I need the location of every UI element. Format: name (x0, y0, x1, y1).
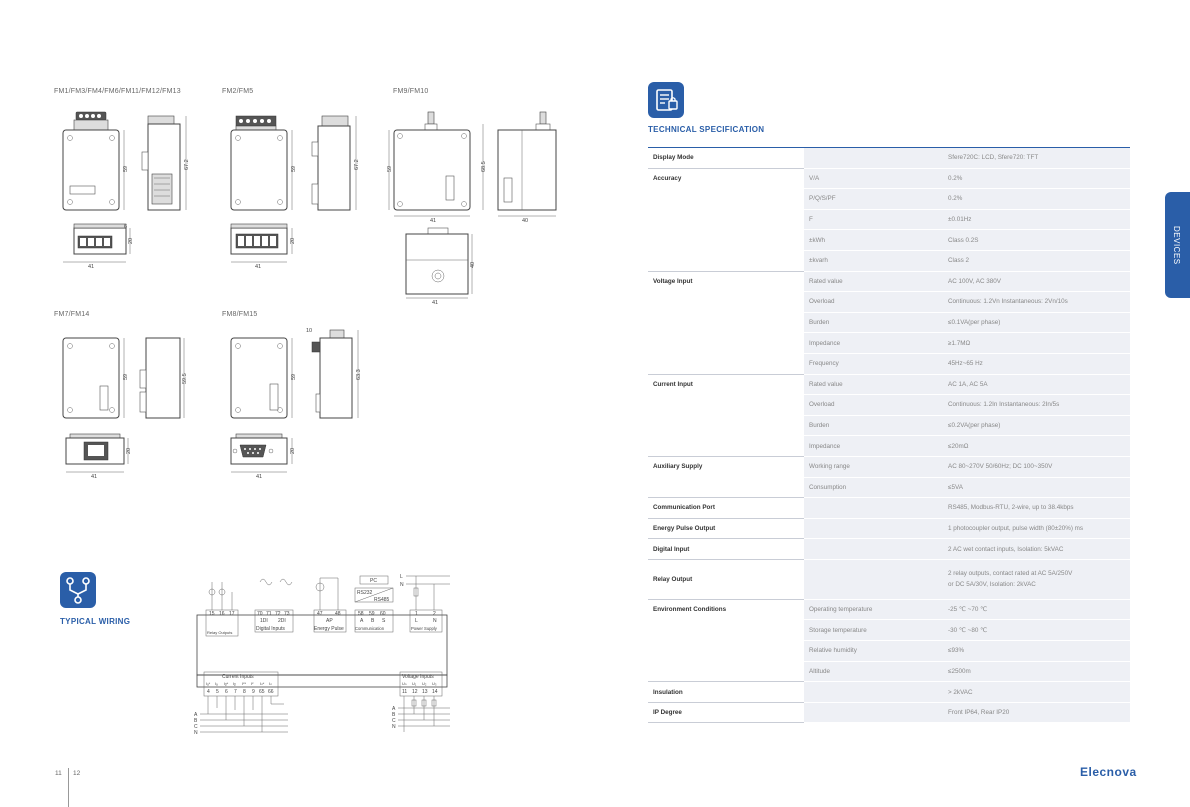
spec-category (648, 312, 804, 333)
side-tab-label: DEVICES (1172, 226, 1181, 265)
spec-document-icon (648, 82, 684, 118)
spec-value: ±0.01Hz (942, 209, 1130, 230)
dim-67-2: 67.2 (184, 159, 190, 170)
spec-row (648, 209, 1130, 230)
ci-term-66: 66 (268, 689, 274, 695)
page-number-left: 11 (55, 770, 62, 777)
spec-category: Accuracy (653, 175, 682, 183)
vi-u2: U₂ (422, 681, 427, 686)
vi-term-11: 11 (402, 689, 408, 695)
spec-value: 1 photocoupler output, pulse width (80±20%) ms (942, 518, 1130, 539)
ci-ic-star: Iᶜ* (242, 681, 247, 686)
spec-value: Continuous: 1.2Vn Instantaneous: 2Vn/10s (942, 292, 1130, 313)
spec-row (648, 312, 1130, 333)
dim-59: 59 (291, 373, 297, 380)
spec-parameter (804, 518, 942, 539)
ci-term-5: 5 (216, 689, 219, 695)
spec-value (942, 559, 1130, 599)
vi-term-12: 12 (412, 689, 418, 695)
spec-parameter (804, 539, 942, 560)
dim-41: 41 (255, 264, 262, 270)
dim-63-3: 63.3 (356, 369, 362, 380)
phase-a-right: A (392, 706, 396, 712)
fm2-side-view (310, 112, 370, 218)
fm9-bottom-view (400, 228, 476, 304)
spec-value: 0.2% (942, 168, 1130, 189)
phase-n-left: N (194, 730, 198, 736)
spec-parameter (804, 702, 942, 723)
dim-59-5: 59.5 (182, 373, 188, 384)
current-inputs-label: Current Inputs (222, 674, 254, 680)
spec-category (648, 436, 804, 457)
dim-59: 59 (123, 373, 129, 380)
ep-ap: AP (326, 618, 333, 624)
spec-category: IP Degree (648, 702, 804, 723)
comm-rs232: RS232 (357, 590, 373, 596)
dim-68-5: 68.5 (481, 161, 487, 172)
comm-term-60: 60 (380, 611, 386, 617)
spec-title: TECHNICAL SPECIFICATION (648, 125, 765, 134)
spec-value: ≤0.2VA(per phase) (942, 415, 1130, 436)
spec-parameter (804, 559, 942, 599)
spec-parameter: Consumption (804, 477, 942, 498)
spec-parameter: Altitude (804, 661, 942, 682)
spec-value: AC 100V, AC 380V (942, 271, 1130, 292)
fm1-side-view (140, 112, 200, 218)
spec-category: Voltage Input (653, 278, 693, 286)
spec-value-line1: 2 relay outputs, contact rated at AC 5A/250V (948, 570, 1073, 578)
dim-40: 40 (522, 218, 529, 224)
comm-b: B (371, 618, 375, 624)
spec-parameter: ±kvarh (804, 250, 942, 271)
dim-41: 41 (88, 264, 95, 270)
spec-value: -30 ℃ ~80 ℃ (942, 620, 1130, 641)
page-number-right: 12 (73, 770, 81, 777)
spec-parameter: Overload (804, 292, 942, 313)
spec-category (648, 230, 804, 251)
dim-6: 6 (124, 224, 128, 230)
dim-20: 20 (126, 447, 132, 454)
dim-40: 40 (470, 261, 476, 268)
spec-row (648, 230, 1130, 251)
spec-value: 2 AC wet contact inputs, Isolation: 5kVAC (942, 539, 1130, 560)
dim-20: 20 (128, 237, 134, 244)
module-label-fm7: FM7/FM14 (54, 311, 90, 318)
spec-value: ≤2500m (942, 661, 1130, 682)
spec-row (648, 702, 1130, 723)
fm7-side-view (134, 330, 194, 426)
spec-row (648, 271, 1130, 292)
spec-category: Display Mode (648, 148, 804, 169)
dim-10: 10 (306, 328, 313, 334)
spec-row (648, 374, 1130, 395)
ci-term-7: 7 (234, 689, 237, 695)
relay-outputs-label: Relay Outputs (207, 630, 233, 635)
phase-b-left: B (194, 718, 198, 724)
spec-value: ≤5VA (942, 477, 1130, 498)
spec-category (648, 395, 804, 416)
ps-n: N (433, 618, 437, 624)
vi-un: Uₙ (402, 681, 407, 686)
spec-category: Insulation (648, 682, 804, 703)
ep-term-48: 48 (335, 611, 341, 617)
ci-ic: Iᶜ (251, 681, 254, 686)
spec-category: Communication Port (648, 498, 804, 519)
spec-value: ≤93% (942, 641, 1130, 662)
fm8-bottom-view (226, 432, 316, 482)
spec-row (648, 353, 1130, 374)
spec-row (648, 415, 1130, 436)
spec-category: Digital Input (648, 539, 804, 560)
dim-41: 41 (256, 474, 263, 480)
ci-term-65: 65 (259, 689, 265, 695)
ci-ib-star: Iᵦ* (224, 681, 229, 686)
dim-59: 59 (387, 165, 393, 172)
spec-category (648, 250, 804, 271)
spec-category: Environment Conditions (653, 606, 727, 614)
spec-value: > 2kVAC (942, 682, 1130, 703)
spec-parameter: Burden (804, 415, 942, 436)
spec-category: Current Input (653, 381, 693, 389)
wiring-title: TYPICAL WIRING (60, 617, 131, 626)
spec-row (648, 168, 1130, 189)
ci-term-6: 6 (225, 689, 228, 695)
spec-value: Class 0.2S (942, 230, 1130, 251)
communication-label: Communication (355, 626, 385, 631)
ci-in: Iₙ (269, 681, 272, 686)
fm7-front-view (58, 330, 138, 426)
spec-parameter: P/Q/S/PF (804, 189, 942, 210)
fm1-front-view (58, 112, 138, 218)
ps-term-2: 2 (433, 611, 436, 617)
spec-value-line2: or DC 5A/30V, Isolation: 2kVAC (948, 581, 1036, 589)
spec-value: Front IP64, Rear IP20 (942, 702, 1130, 723)
spec-category (648, 292, 804, 313)
fm2-bottom-view (226, 222, 316, 270)
ci-ib: Iᵦ (233, 681, 236, 686)
fm9-side-view (478, 112, 564, 224)
spec-parameter: Rated value (804, 374, 942, 395)
fm8-side-view (302, 324, 372, 426)
spec-value: Continuous: 1.2In Instantaneous: 2In/5s (942, 395, 1130, 416)
spec-row (648, 250, 1130, 271)
relay-term-17: 17 (229, 611, 235, 617)
ep-term-47: 47 (317, 611, 323, 617)
spec-value: -25 ℃ ~70 ℃ (942, 599, 1130, 620)
spec-parameter (804, 682, 942, 703)
dim-59: 59 (291, 165, 297, 172)
fm9-front-view (386, 112, 482, 224)
spec-row (648, 498, 1130, 519)
devices-side-tab[interactable] (1165, 192, 1190, 298)
spec-row (648, 518, 1130, 539)
spec-value: Class 2 (942, 250, 1130, 271)
ps-line-n: N (400, 582, 404, 588)
spec-row (648, 539, 1130, 560)
brand-logo: Elecnova (1080, 765, 1137, 779)
fm8-front-view (226, 330, 306, 426)
module-label-fm9: FM9/FM10 (393, 88, 429, 95)
spec-value: RS485, Modbus-RTU, 2-wire, up to 38.4kbps (942, 498, 1130, 519)
spec-row (648, 148, 1130, 169)
phase-n-right: N (392, 724, 396, 730)
relay-term-15: 15 (209, 611, 215, 617)
ci-ia: Iₐ (215, 681, 218, 686)
dim-67-2: 67.2 (354, 159, 360, 170)
spec-parameter: Storage temperature (804, 620, 942, 641)
spec-row (648, 682, 1130, 703)
spec-row (648, 395, 1130, 416)
vi-u1: U₁ (412, 681, 417, 686)
dim-59: 59 (123, 165, 129, 172)
spec-row (648, 333, 1130, 354)
spec-row (648, 661, 1130, 682)
spec-row (648, 559, 1130, 599)
spec-category (648, 353, 804, 374)
dim-41: 41 (91, 474, 98, 480)
spec-category: Relay Output (648, 559, 804, 599)
comm-a: A (360, 618, 364, 624)
vi-term-13: 13 (422, 689, 428, 695)
comm-rs485: RS485 (374, 597, 390, 603)
spec-parameter: Operating temperature (804, 599, 942, 620)
spec-value: ≥1.7MΩ (942, 333, 1130, 354)
fm1-bottom-view (58, 222, 148, 270)
module-label-fm2: FM2/FM5 (222, 88, 254, 95)
spec-category (648, 641, 804, 662)
vi-term-14: 14 (432, 689, 438, 695)
spec-row (648, 189, 1130, 210)
di-2di: 2DI (278, 618, 286, 624)
comm-s: S (382, 618, 386, 624)
phase-b-right: B (392, 712, 396, 718)
module-label-fm8: FM8/FM15 (222, 311, 258, 318)
ci-ia-star: Iₐ* (206, 681, 211, 686)
spec-parameter: ±kWh (804, 230, 942, 251)
spec-category (648, 661, 804, 682)
spec-category (648, 333, 804, 354)
ps-line-l: L (400, 574, 403, 580)
spec-row (648, 599, 1130, 620)
spec-category (648, 209, 804, 230)
comm-pc: PC (370, 578, 377, 584)
spec-parameter: Impedance (804, 333, 942, 354)
ci-term-4: 4 (207, 689, 210, 695)
ci-term-8: 8 (243, 689, 246, 695)
spec-value: ≤0.1VA(per phase) (942, 312, 1130, 333)
ci-term-9: 9 (252, 689, 255, 695)
spec-parameter (804, 498, 942, 519)
phase-c-right: C (392, 718, 396, 724)
spec-parameter: Frequency (804, 353, 942, 374)
spec-row (648, 641, 1130, 662)
spec-parameter: Relative humidity (804, 641, 942, 662)
spec-parameter: V/A (804, 168, 942, 189)
fm2-front-view (226, 112, 306, 218)
spec-row (648, 456, 1130, 477)
spec-row (648, 292, 1130, 313)
spec-row (648, 436, 1130, 457)
spec-parameter: Burden (804, 312, 942, 333)
spec-value: AC 80~270V 50/60Hz; DC 100~350V (942, 456, 1130, 477)
vi-u3: U₃ (432, 681, 437, 686)
spec-parameter (804, 148, 942, 169)
spec-value: 0.2% (942, 189, 1130, 210)
spec-row (648, 477, 1130, 498)
spec-category (648, 620, 804, 641)
voltage-inputs-label: Voltage Inputs (402, 674, 434, 680)
di-term-71: 71 (266, 611, 272, 617)
spec-parameter: Working range (804, 456, 942, 477)
spec-value: AC 1A, AC 5A (942, 374, 1130, 395)
spec-category (648, 189, 804, 210)
spec-parameter: Rated value (804, 271, 942, 292)
di-term-73: 73 (284, 611, 290, 617)
spec-value: 45Hz~65 Hz (942, 353, 1130, 374)
wiring-icon (60, 572, 96, 608)
wiring-diagram (192, 570, 450, 742)
phase-a-left: A (194, 712, 198, 718)
di-1di: 1DI (260, 618, 268, 624)
dim-41: 41 (430, 218, 437, 224)
spec-category: Auxiliary Supply (653, 463, 703, 471)
page-divider (68, 768, 69, 807)
dim-20: 20 (290, 447, 296, 454)
spec-category (648, 477, 804, 498)
spec-row (648, 620, 1130, 641)
dim-20: 20 (290, 237, 296, 244)
dim-41: 41 (432, 300, 439, 306)
di-term-70: 70 (257, 611, 263, 617)
ci-in-star: Iₙ* (260, 681, 265, 686)
phase-c-left: C (194, 724, 198, 730)
spec-value: ≤20mΩ (942, 436, 1130, 457)
spec-parameter: F (804, 209, 942, 230)
ps-l: L (415, 618, 418, 624)
power-supply-label: Power Supply (411, 626, 437, 631)
spec-parameter: Impedance (804, 436, 942, 457)
di-term-72: 72 (275, 611, 281, 617)
comm-term-58: 58 (358, 611, 364, 617)
spec-parameter: Overload (804, 395, 942, 416)
spec-value: Sfere720C: LCD, Sfere720: TFT (942, 148, 1130, 169)
energy-pulse-label: Energy Pulse (314, 626, 344, 632)
ps-term-1: 1 (415, 611, 418, 617)
digital-inputs-label: Digital Inputs (256, 626, 285, 632)
spec-category (648, 415, 804, 436)
module-label-fm1: FM1/FM3/FM4/FM6/FM11/FM12/FM13 (54, 88, 181, 95)
relay-term-16: 16 (219, 611, 225, 617)
spec-category: Energy Pulse Output (648, 518, 804, 539)
fm7-bottom-view (58, 432, 148, 482)
spec-table (648, 147, 1130, 723)
comm-term-59: 59 (369, 611, 375, 617)
